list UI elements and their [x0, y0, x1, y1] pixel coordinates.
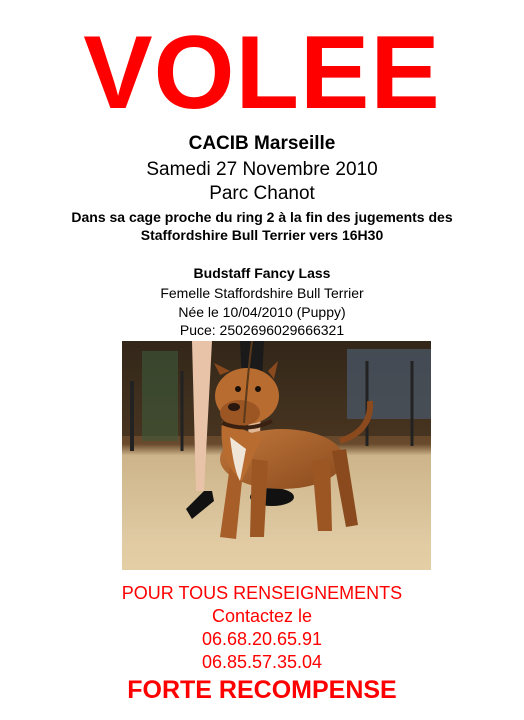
phone-number-1: 06.68.20.65.91 [201, 629, 323, 649]
location-line-1: Dans sa cage proche du ring 2 à la fin des jugements des [71, 209, 453, 225]
dog-chip-number: Puce: 2502696029666321 [179, 322, 345, 338]
dog-description: Femelle Staffordshire Bull Terrier [160, 285, 364, 301]
dog-name: Budstaff Fancy Lass [193, 265, 331, 281]
dog-photo [122, 341, 431, 570]
phone-number-2: 06.85.57.35.04 [201, 652, 323, 672]
event-venue: Parc Chanot [209, 183, 315, 204]
location-line-2: Staffordshire Bull Terrier vers 16H30 [140, 227, 384, 243]
event-date: Samedi 27 Novembre 2010 [146, 159, 378, 180]
reward-notice: FORTE RECOMPENSE [127, 676, 397, 704]
event-name: CACIB Marseille [188, 133, 336, 154]
contact-heading: POUR TOUS RENSEIGNEMENTS [121, 583, 403, 603]
contact-prompt: Contactez le [211, 606, 313, 626]
dog-birth-date: Née le 10/04/2010 (Puppy) [178, 304, 346, 320]
poster-title: VOLEE [83, 15, 441, 131]
